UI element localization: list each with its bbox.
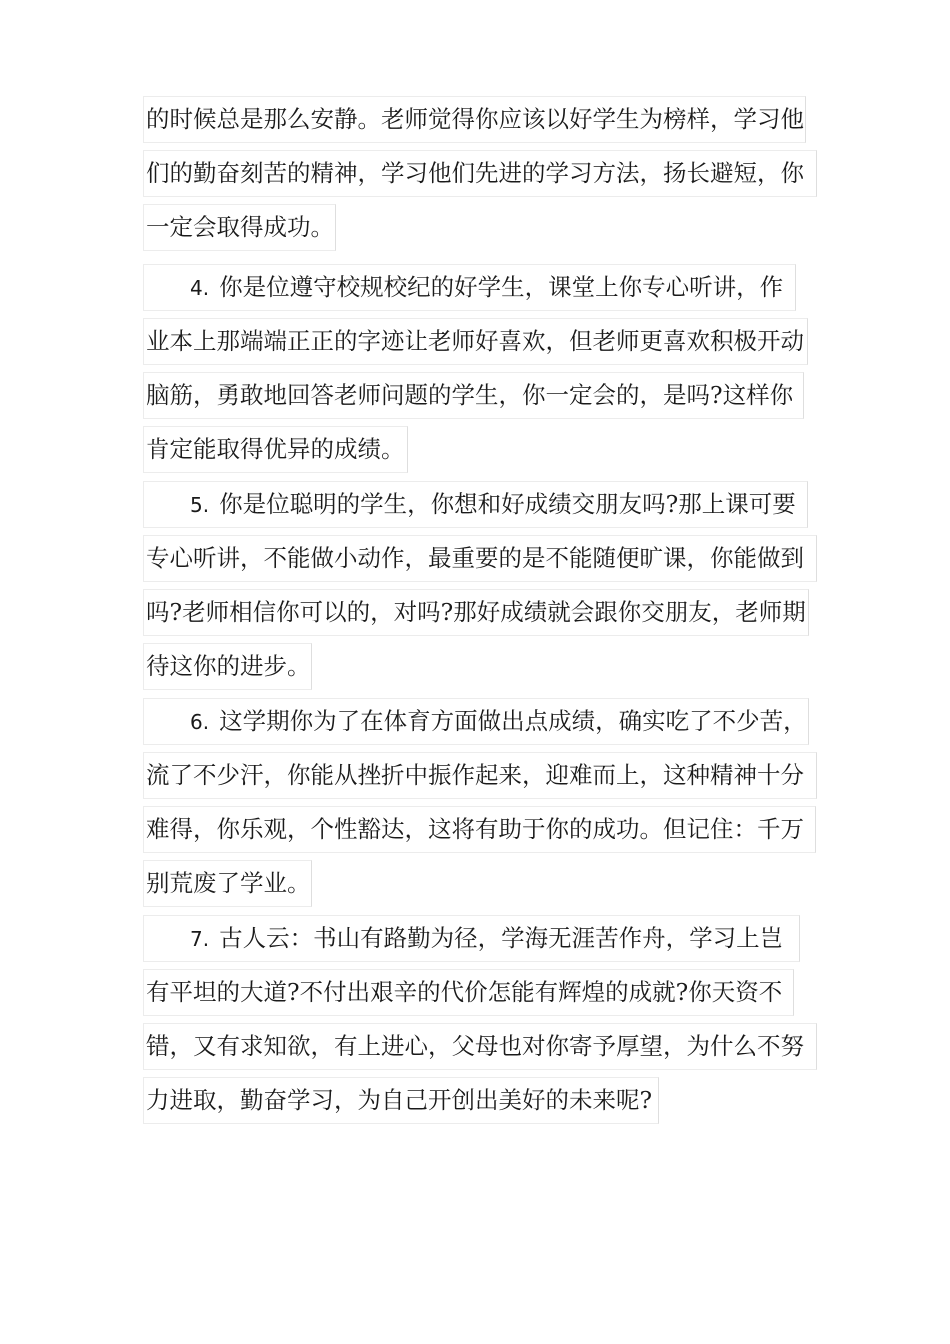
text-line: 别荒废了学业。 xyxy=(143,860,312,907)
text-line: 业本上那端端正正的字迹让老师好喜欢，但老师更喜欢积极开动 xyxy=(143,318,808,365)
text-line: 的时候总是那么安静。老师觉得你应该以好学生为榜样，学习他 xyxy=(143,96,806,143)
text-line: 肯定能取得优异的成绩。 xyxy=(143,426,408,473)
line-text: 你是位聪明的学生，你想和好成绩交朋友吗?那上课可要 xyxy=(219,490,796,518)
paragraph-item-5 xyxy=(143,481,823,697)
text-line: 有平坦的大道?不付出艰辛的代价怎能有辉煌的成就?你天资不 xyxy=(143,969,794,1016)
line-text: 这学期你为了在体育方面做出点成绩，确实吃了不少苦， xyxy=(219,707,807,735)
text-line: 一定会取得成功。 xyxy=(143,204,336,251)
text-line xyxy=(143,698,809,745)
text-line: 力进取，勤奋学习，为自己开创出美好的未来呢? xyxy=(143,1077,659,1124)
text-line xyxy=(143,481,808,528)
item-number: 7. xyxy=(190,927,210,951)
text-line xyxy=(143,915,800,962)
paragraph-item-7 xyxy=(143,915,823,1131)
paragraph-item-4 xyxy=(143,264,823,480)
text-line: 脑筋，勇敢地回答老师问题的学生，你一定会的，是吗?这样你 xyxy=(143,372,804,419)
item-number: 6. xyxy=(190,710,210,734)
paragraph-continuation xyxy=(143,96,823,258)
text-line: 们的勤奋刻苦的精神，学习他们先进的学习方法，扬长避短，你 xyxy=(143,150,817,197)
item-number: 4. xyxy=(190,276,210,300)
line-text: 古人云：书山有路勤为径，学海无涯苦作舟，学习上岂 xyxy=(219,924,784,952)
text-line: 待这你的进步。 xyxy=(143,643,312,690)
text-line: 错，又有求知欲，有上进心，父母也对你寄予厚望，为什么不努 xyxy=(143,1023,817,1070)
text-line: 难得，你乐观，个性豁达，这将有助于你的成功。但记住：千万 xyxy=(143,806,816,853)
text-line: 流了不少汗，你能从挫折中振作起来，迎难而上，这种精神十分 xyxy=(143,752,817,799)
text-line: 专心听讲，不能做小动作，最重要的是不能随便旷课，你能做到 xyxy=(143,535,817,582)
line-text: 你是位遵守校规校纪的好学生，课堂上你专心听讲，作 xyxy=(219,273,784,301)
item-number: 5. xyxy=(190,493,210,517)
paragraph-item-6 xyxy=(143,698,823,914)
text-line: 吗?老师相信你可以的，对吗?那好成绩就会跟你交朋友，老师期 xyxy=(143,589,809,636)
text-line xyxy=(143,264,796,311)
